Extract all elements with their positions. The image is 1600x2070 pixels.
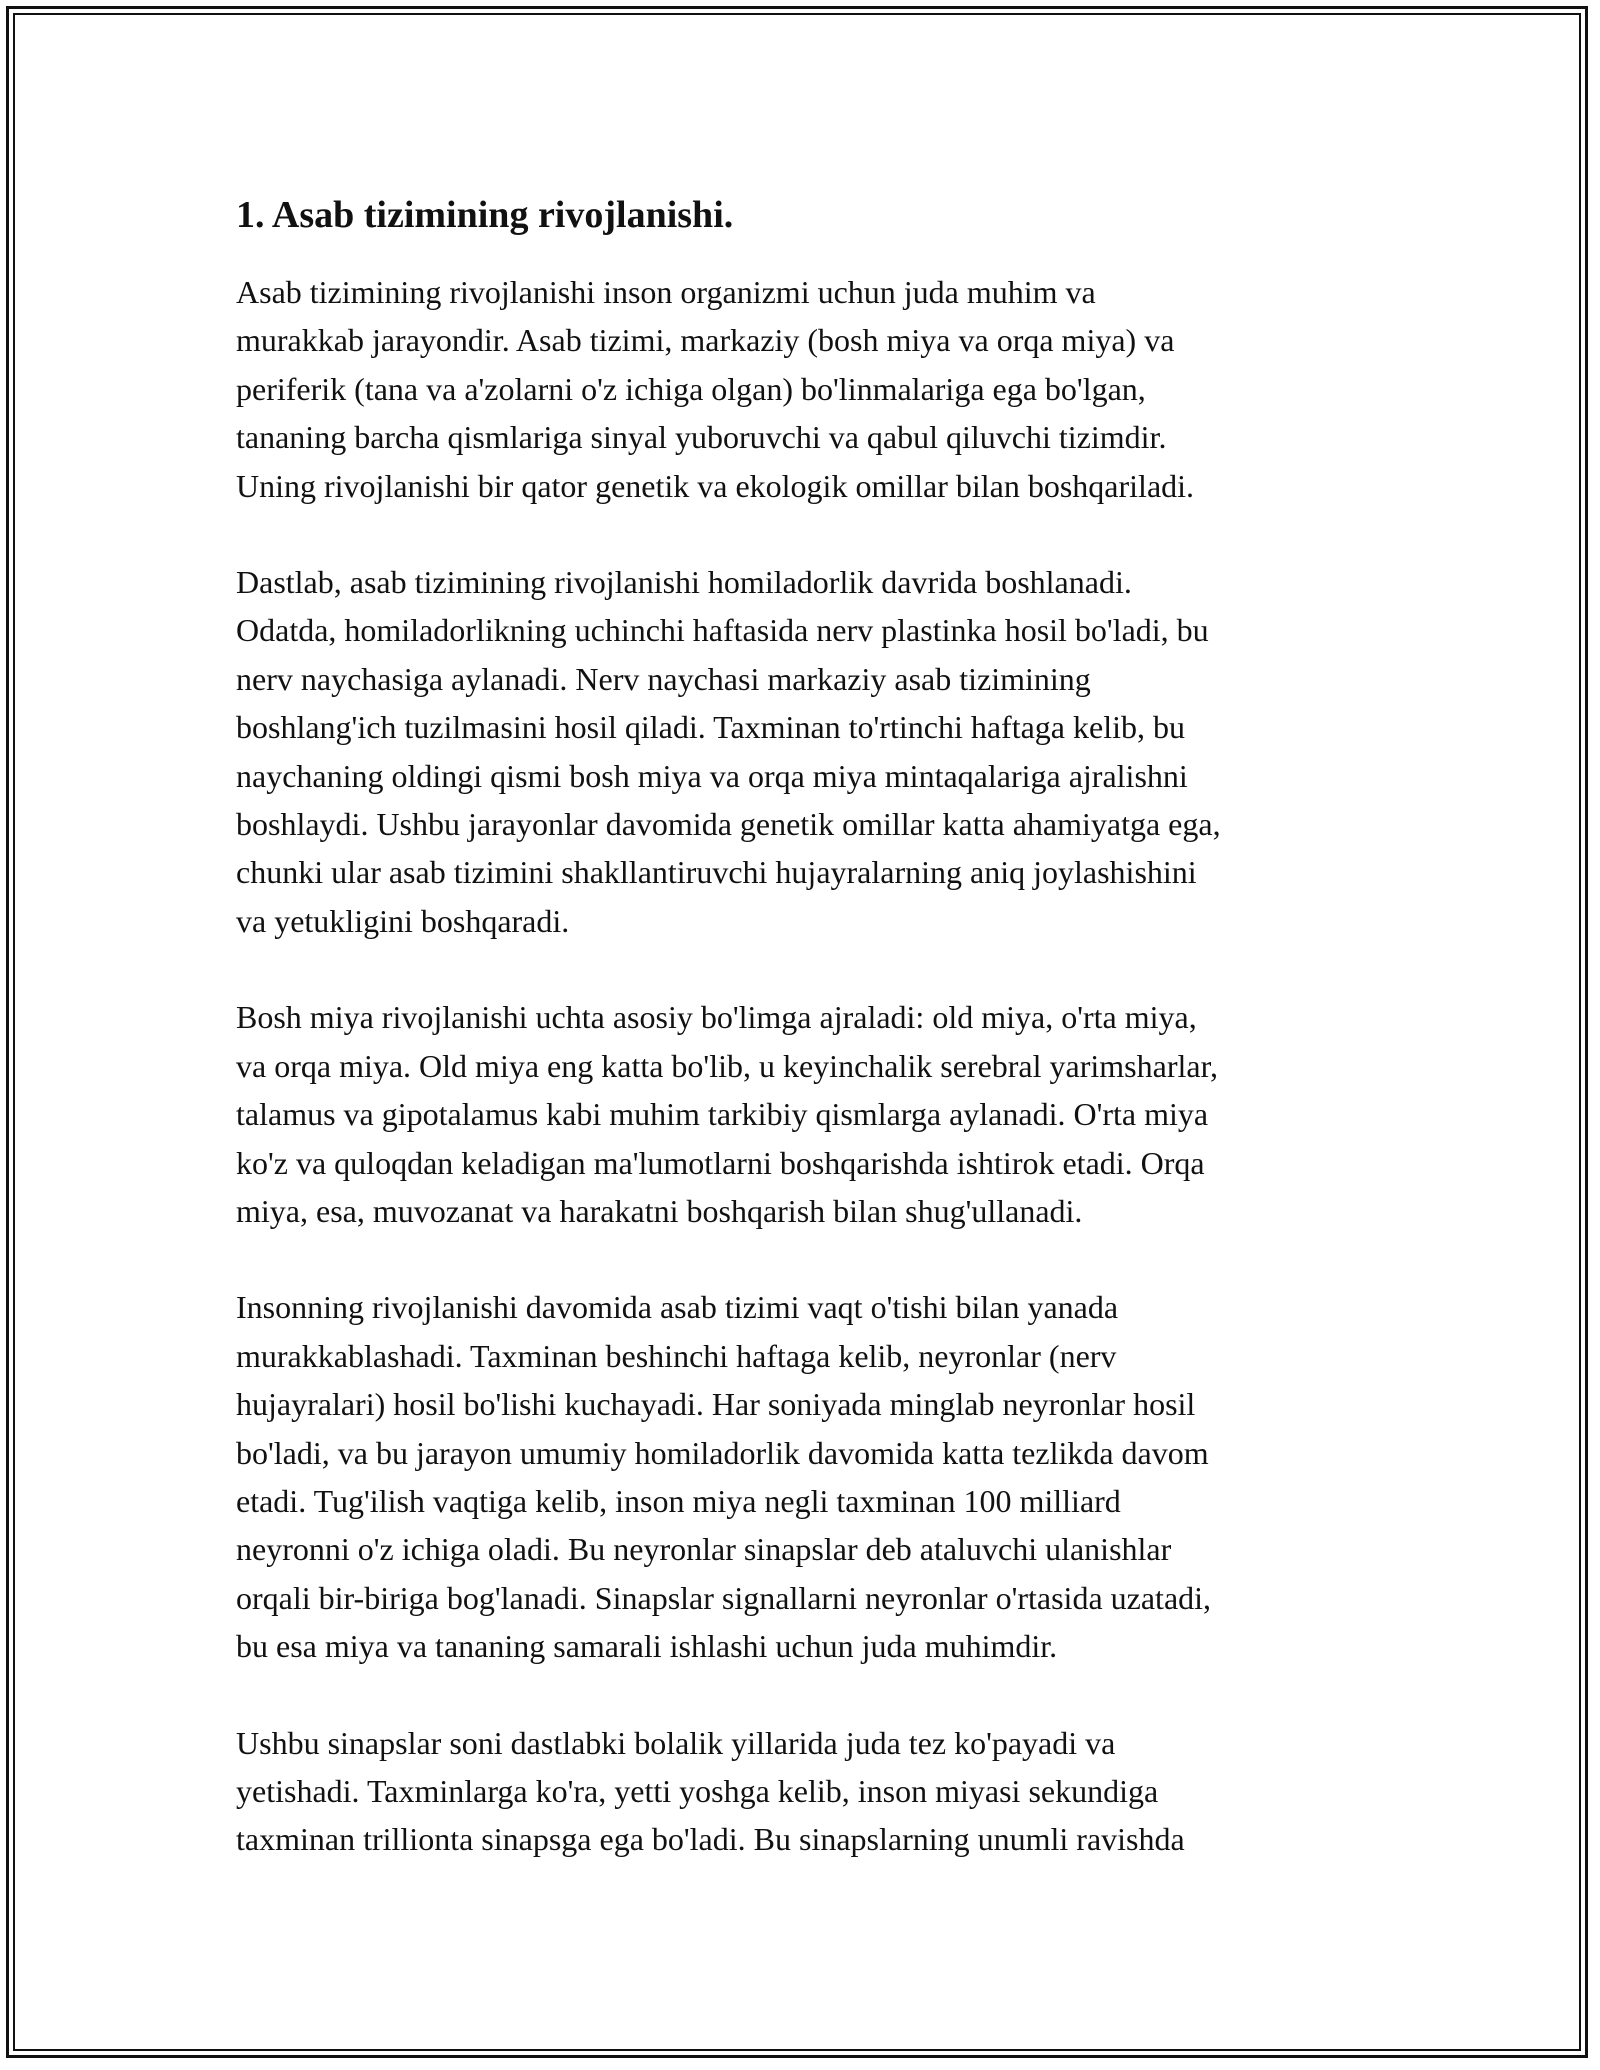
paragraph-3 <box>236 993 1376 1235</box>
paragraph-line: murakkablashadi. Taxminan beshinchi haftaga kelib, neyronlar (nerv <box>236 1337 1117 1374</box>
paragraph-line: Asab tizimining rivojlanishi inson organizmi uchun juda muhim va <box>236 274 1096 310</box>
paragraph-line: etadi. Tug'ilish vaqtiga kelib, inson miya negli taxminan 100 milliard <box>236 1482 1121 1519</box>
paragraph-line: bu esa miya va tananing samarali ishlashi uchun juda muhimdir. <box>236 1628 1058 1665</box>
paragraph-line: periferik (tana va a'zolarni o'z ichiga olgan) bo'linmalariga ega bo'lgan, <box>236 370 1146 407</box>
paragraph-line: Dastlab, asab tizimining rivojlanishi homiladorlik davrida boshlanadi. <box>236 564 1132 601</box>
paragraph-line: boshlang'ich tuzilmasini hosil qiladi. Taxminan to'rtinchi haftaga kelib, bu <box>236 709 1185 746</box>
paragraph-line: Odatda, homiladorlikning uchinchi haftasida nerv plastinka hosil bo'ladi, bu <box>236 612 1209 649</box>
paragraph-line: talamus va gipotalamus kabi muhim tarkibiy qismlarga aylanadi. O'rta miya <box>236 1096 1209 1133</box>
paragraph-line: boshlaydi. Ushbu jarayonlar davomida genetik omillar katta ahamiyatga ega, <box>236 806 1221 843</box>
paragraph-line: bo'ladi, va bu jarayon umumiy homiladorlik davomida katta tezlikda davom <box>236 1434 1209 1471</box>
paragraph-line: neyronni o'z ichiga oladi. Bu neyronlar sinapslar deb ataluvchi ulanishlar <box>236 1531 1172 1568</box>
paragraph-line: murakkab jarayondir. Asab tizimi, markaziy (bosh miya va orqa miya) va <box>236 322 1175 359</box>
paragraph-1 <box>236 268 1376 510</box>
paragraph-line: Uning rivojlanishi bir qator genetik va ekologik omillar bilan boshqariladi. <box>236 467 1195 504</box>
paragraph-line: nerv naychasiga aylanadi. Nerv naychasi markaziy asab tizimining <box>236 660 1091 697</box>
paragraph-line: tananing barcha qismlariga sinyal yuboruvchi va qabul qiluvchi tizimdir. <box>236 419 1167 456</box>
paragraph-line: chunki ular asab tizimini shakllantiruvchi hujayralarning aniq joylashishini <box>236 854 1197 891</box>
paragraph-line: miya, esa, muvozanat va harakatni boshqarish bilan shug'ullanadi. <box>236 1192 1083 1229</box>
paragraph-line: yetishadi. Taxminlarga ko'ra, yetti yoshga kelib, inson miyasi sekundiga <box>236 1772 1159 1809</box>
paragraph-line: naychaning oldingi qismi bosh miya va orqa miya mintaqalariga ajralishni <box>236 757 1188 794</box>
paragraph-line: hujayralari) hosil bo'lishi kuchayadi. Har soniyada minglab neyronlar hosil <box>236 1386 1196 1423</box>
paragraph-5 <box>236 1719 1376 1864</box>
paragraph-line: Ushbu sinapslar soni dastlabki bolalik yillarida juda tez ko'payadi va <box>236 1724 1116 1761</box>
paragraph-4 <box>236 1283 1376 1670</box>
paragraph-line: ko'z va quloqdan keladigan ma'lumotlarni boshqarishda ishtirok etadi. Orqa <box>236 1144 1205 1181</box>
paragraph-line: va yetukligini boshqaradi. <box>236 902 570 939</box>
paragraph-line: va orqa miya. Old miya eng katta bo'lib, u keyinchalik serebral yarimsharlar, <box>236 1047 1218 1084</box>
document-body <box>236 192 1376 1912</box>
paragraph-line: orqali bir-biriga bog'lanadi. Sinapslar signallarni neyronlar o'rtasida uzatadi, <box>236 1579 1212 1616</box>
paragraph-line: taxminan trillionta sinapsga ega bo'ladi. Bu sinapslarning unumli ravishda <box>236 1821 1185 1858</box>
paragraph-line: Bosh miya rivojlanishi uchta asosiy bo'limga ajraladi: old miya, o'rta miya, <box>236 999 1197 1036</box>
section-title: 1. Asab tizimining rivojlanishi. <box>236 194 734 236</box>
paragraph-line: Insonning rivojlanishi davomida asab tizimi vaqt o'tishi bilan yanada <box>236 1289 1119 1326</box>
paragraph-2 <box>236 558 1376 945</box>
